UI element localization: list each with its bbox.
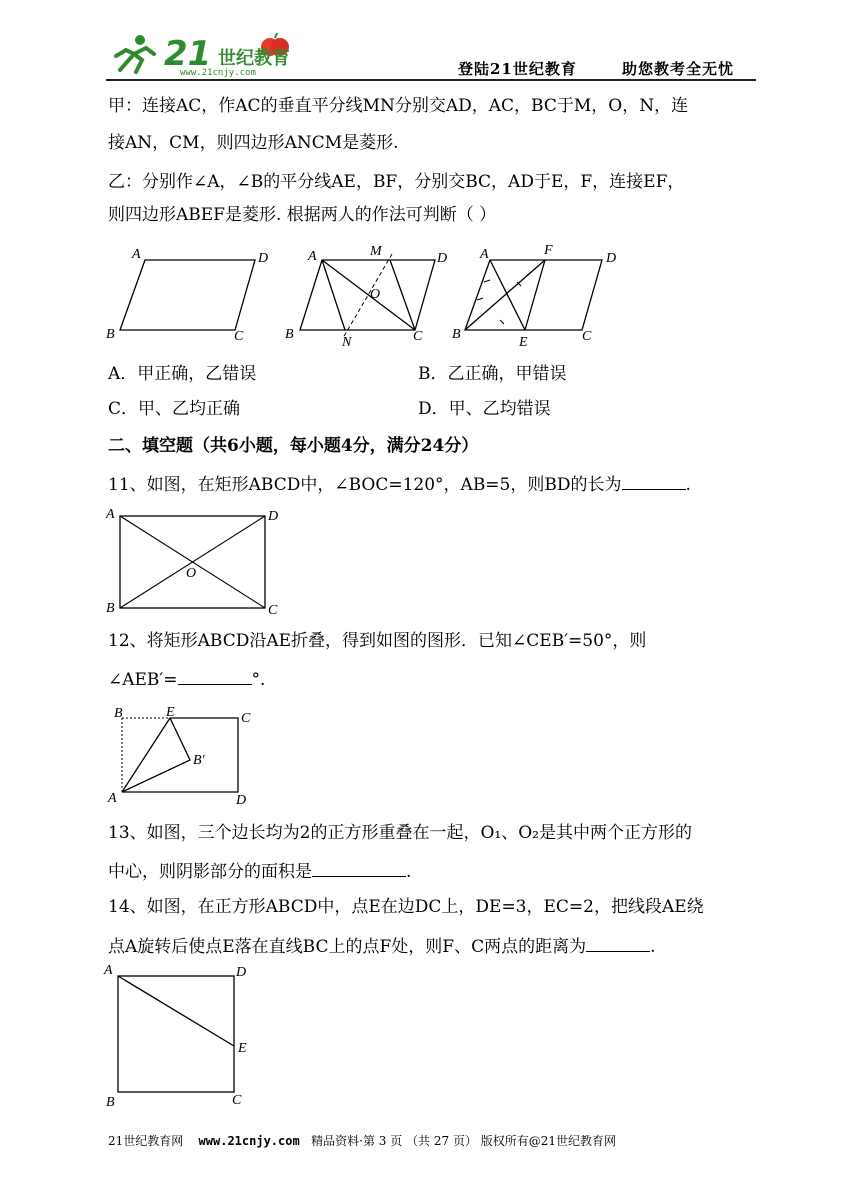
q12-line2-start: ∠AEB′= [108,670,178,690]
q14-line2-end: . [650,937,656,957]
q14-line1: 14、如图，在正方形ABCD中，点E在边DC上，DE=3，EC=2，把线段AE绕 [108,897,704,917]
q11-text [108,473,691,495]
fig2-label-N: N [342,335,352,350]
q10-jia-line2: 接AN，CM，则四边形ANCM是菱形. [108,133,399,153]
fig1-label-B: B [106,327,115,342]
q11-label-A: A [106,507,115,522]
logo-text: 世纪教育 [218,48,290,69]
fig2-label-M: M [370,244,382,259]
q14-line2-start: 点A旋转后使点E落在直线BC上的点F处，则F、C两点的距离为 [108,937,587,957]
q13-line2 [108,860,411,882]
fig1-label-C: C [234,329,244,344]
fig3-label-C: C [582,329,592,344]
q11-label-D: D [268,509,279,524]
q12-label-E: E [166,705,175,720]
q11-label-O: O [186,566,197,581]
footer-info: 精品资料·第 3 页 （共 27 页） 版权所有@21世纪教育网 [311,1134,617,1148]
fig2-label-O: O [370,287,381,302]
q12-label-B-prime: B′ [193,753,205,768]
footer-url[interactable]: www.21cnjy.com [198,1134,300,1148]
q12-line2 [108,668,265,690]
q14-label-A: A [104,963,113,978]
q12-line2-end: °. [251,670,266,690]
q11-figure [100,504,290,619]
q12-label-C: C [241,711,251,726]
q14-label-E: E [238,1041,247,1056]
fig3-label-B: B [452,327,461,342]
q10-yi-line2: 则四边形ABEF是菱形. 根据两人的作法可判断（ ） [108,205,497,225]
header-slogan-right: 助您教考全无忧 [622,60,735,78]
q13-line1: 13、如图，三个边长均为2的正方形重叠在一起，O₁、O₂是其中两个正方形的 [108,823,692,843]
q12-label-A: A [108,791,117,804]
fig3-label-A: A [480,247,489,262]
q11-label-C: C [268,603,278,618]
q10-yi-line1: 乙：分别作∠A，∠B的平分线AE，BF，分别交BC，AD于E，F，连接EF， [108,172,685,192]
q11-answer-blank[interactable] [622,473,686,490]
section-title: 二、填空题（共6小题，每小题4分，满分24分） [108,436,479,456]
q14-figure [100,960,270,1110]
q13-answer-blank[interactable] [312,860,406,877]
fig3-label-E: E [519,335,528,350]
footer [108,1134,616,1148]
runner-logo-icon [110,30,160,76]
fig2-label-B: B [285,327,294,342]
logo-url: www.21cnjy.com [180,68,256,78]
q10-option-B: B．乙正确，甲错误 [418,364,567,384]
q14-line2 [108,935,656,957]
fig1-label-A: A [132,247,141,262]
q14-label-C: C [232,1093,242,1108]
q12-figure [104,704,264,804]
q12-line1: 12、将矩形ABCD沿AE折叠，得到如图的图形．已知∠CEB′=50°，则 [108,631,647,651]
q12-label-B: B [114,706,123,721]
q14-label-D: D [236,965,247,980]
q10-option-C: C．甲、乙均正确 [108,399,241,419]
q11-end: . [685,475,691,495]
header-logo [110,30,310,78]
fig1-label-D: D [258,251,269,266]
q11-question: 11、如图，在矩形ABCD中，∠BOC=120°，AB=5，则BD的长为 [108,475,622,495]
q14-answer-blank[interactable] [586,935,650,952]
q12-label-D: D [236,793,247,804]
q14-label-B: B [106,1095,115,1110]
logo-number: 21 [164,34,212,74]
q11-label-B: B [106,601,115,616]
fig2-label-D: D [437,251,448,266]
q10-jia-line1: 甲：连接AC，作AC的垂直平分线MN分别交AD，AC，BC于M，O，N，连 [108,96,689,116]
q13-line2-end: . [406,862,412,882]
fig2-label-C: C [413,329,423,344]
header-divider [106,79,756,81]
q13-line2-start: 中心，则阴影部分的面积是 [108,862,312,882]
q10-option-A: A．甲正确，乙错误 [108,364,257,384]
q12-answer-blank[interactable] [178,668,252,685]
header-slogan-left: 登陆21世纪教育 [458,60,577,78]
fig1-parallelogram [120,260,255,330]
fig3-label-F: F [544,243,553,258]
q10-figures [100,240,640,350]
q10-option-D: D．甲、乙均错误 [418,399,551,419]
fig3-label-D: D [606,251,617,266]
footer-site: 21世纪教育网 [108,1134,184,1148]
fig2-label-A: A [308,249,317,264]
